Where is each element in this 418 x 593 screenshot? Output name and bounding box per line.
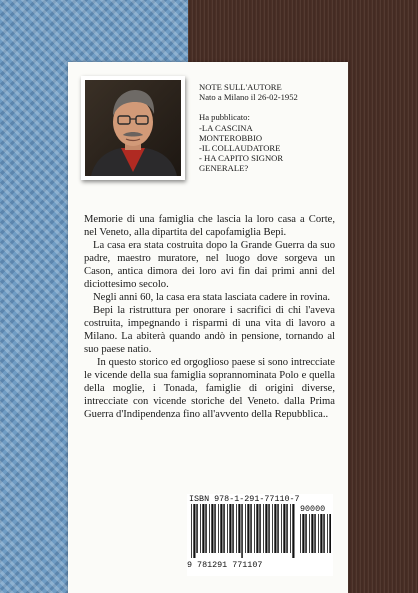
barcode-bar — [193, 504, 195, 558]
barcode-bar — [259, 504, 261, 553]
barcode-bar — [256, 504, 258, 553]
barcode-bar — [268, 504, 270, 553]
barcode-bar — [250, 504, 252, 553]
synopsis-paragraph: In questo storico ed orgoglioso paese si sono intrecciate le vicende della sua famiglia soprannominata Polo e quella della moglie, i Tonada, famiglie di origini diverse, intrecciate con vicende storiche del Veneto. dalla Prima Guerra d'Indipendenza fino all'avvento della Repubblica.. — [84, 357, 335, 420]
barcode-bar — [218, 504, 219, 553]
author-notes-heading: NOTE SULL'AUTORE — [199, 82, 282, 92]
barcode-bar — [320, 514, 322, 553]
barcode-bar — [286, 504, 288, 553]
barcode-bar — [214, 504, 216, 553]
barcode-bar — [211, 504, 213, 553]
barcode-bar — [232, 504, 234, 553]
barcode-bar — [272, 504, 273, 553]
synopsis-paragraph: Bepi la ristruttura per onorare i sacrifici di chi l'aveva costruita, impegnando i risparmi di una vita di lavoro a Milano. La abiterà quando andò in pensione, tornando al suo paese natio. — [84, 305, 335, 355]
barcode-bar — [202, 504, 204, 553]
barcode-bar — [205, 504, 207, 553]
barcode-bar — [314, 514, 316, 553]
synopsis-paragraph: La casa era stata costruita dopo la Grande Guerra da suo padre, maestro muratore, nel luogo dove sorgeva un Cason, antica dimora dei loro avi fin dai primi anni del diciottesimo secolo. — [84, 240, 335, 290]
barcode-bar — [323, 514, 325, 553]
barcode-bar — [311, 514, 313, 553]
published-works-heading: Ha pubblicato: — [199, 112, 250, 123]
barcode-bar — [277, 504, 279, 553]
book-synopsis — [84, 213, 335, 421]
barcode-bar — [223, 504, 225, 553]
published-work-line: - HA CAPITO SIGNOR — [199, 153, 284, 164]
barcode-bar — [229, 504, 231, 553]
synopsis-paragraph: Negli anni 60, la casa era stata lasciata cadere in rovina. — [93, 292, 331, 303]
price-addon-barcode — [300, 514, 331, 558]
barcode-bar — [241, 504, 243, 558]
barcode-bar — [300, 514, 301, 553]
barcode-bar — [292, 504, 294, 558]
synopsis-paragraph: Memorie di una famiglia che lascia la loro casa a Corte, nel Veneto, alla dipartita del capofamiglia Bepi. — [84, 214, 335, 238]
author-portrait-image — [85, 80, 181, 176]
barcode-bar — [283, 504, 285, 553]
barcode-bar — [302, 514, 304, 553]
published-work-line: GENERALE? — [199, 163, 249, 174]
barcode-bar — [196, 504, 198, 553]
barcode-bar — [236, 504, 237, 553]
published-work-line: -IL COLLAUDATORE — [199, 143, 281, 154]
published-work-line: -LA CASCINA — [199, 122, 253, 133]
ean-barcode — [191, 504, 295, 558]
barcode-bar — [309, 514, 310, 553]
barcode-bar — [245, 504, 246, 553]
back-cover-panel — [68, 62, 348, 593]
isbn-label: ISBN 978-1-291-77110-7 — [189, 494, 300, 504]
barcode-bar — [265, 504, 267, 553]
barcode-bar — [263, 504, 264, 553]
barcode-bar — [220, 504, 222, 553]
barcode-bar — [238, 504, 240, 553]
barcode-bar — [227, 504, 228, 553]
isbn-barcode-block — [187, 494, 333, 576]
barcode-bar — [209, 504, 210, 553]
barcode-bar — [290, 504, 291, 553]
barcode-bar — [274, 504, 276, 553]
price-code: 90000 — [300, 504, 326, 514]
barcode-bar — [191, 504, 192, 558]
barcode-bar — [254, 504, 255, 553]
barcode-bar — [318, 514, 319, 553]
author-birth-info: Nato a Milano il 26-02-1952 — [199, 92, 298, 103]
author-notes — [199, 82, 345, 174]
barcode-bar — [327, 514, 328, 553]
barcode-bar — [247, 504, 249, 553]
author-photo — [81, 76, 185, 180]
barcode-digits: 9 781291 771107 — [187, 560, 263, 570]
barcode-bar — [305, 514, 307, 553]
barcode-bar — [200, 504, 201, 553]
barcode-bar — [281, 504, 282, 553]
barcode-bar — [329, 514, 331, 553]
published-work-line: MONTEROBBIO — [199, 132, 263, 143]
